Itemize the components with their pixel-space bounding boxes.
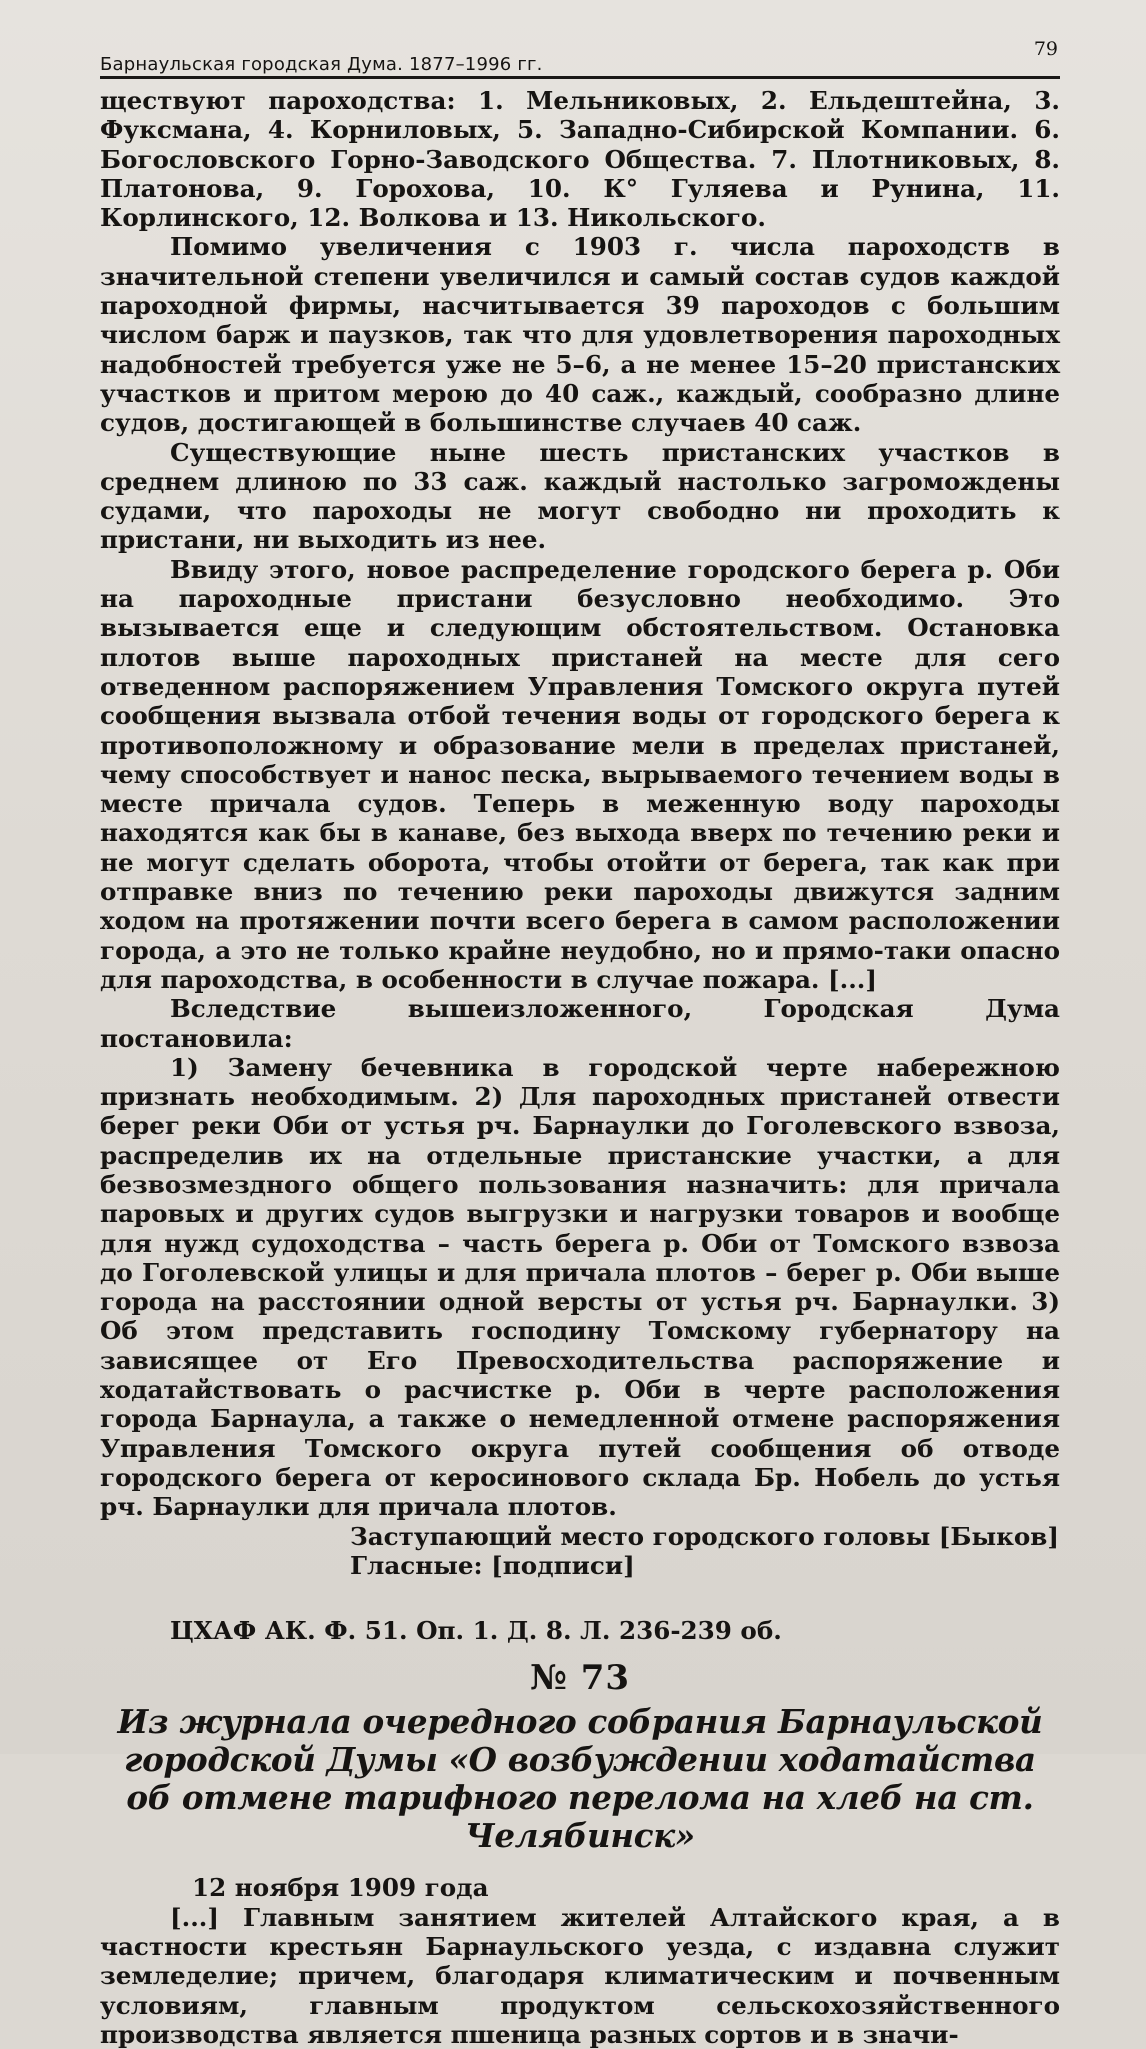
paragraph-5: Вследствие вышеизложенного, Городская Дума постановила: (100, 994, 1060, 1053)
signature-chair: Заступающий место городского головы [Быков] (350, 1521, 1059, 1551)
body-text (100, 86, 1060, 2049)
document-date: 12 ноября 1909 года (192, 1873, 489, 1903)
header-rule (100, 76, 1060, 79)
signature-members: Гласные: [подписи] (350, 1550, 635, 1580)
header-title: Барнаульская городская Дума. 1877–1996 гг. (100, 54, 543, 75)
paragraph-6: 1) Замену бечевника в городской черте набережною признать необходимым. 2) Для пароходных пристаней отвести берег реки Оби от устья рч. Барнаулки до Гоголевского взвоза, распределив их на отдельные пристанские участки, а для безвозмездного общего пользования назначить: для причала паровых и других судов выгрузки и нагрузки товаров и вообще для нужд судоходства – часть берега р. Оби от Томского взвоза до Гоголевской улицы и для причала плотов – берег р. Оби выше города на расстоянии одной версты от устья рч. Барнаулки. 3) Об этом представить господину Томскому губернатору на зависящее от Его Превосходительства распоряжение и ходатайствовать о расчистке р. Оби в черте расположения города Барнаула, а также о немедленной отмене распоряжения Управления Томского округа путей сообщения об отводе городского берега от керосинового склада Бр. Нобель до устья рч. Барнаулки для причала плотов. (100, 1052, 1060, 1522)
document-number: № 73 (529, 1658, 631, 1699)
document-title: Из журнала очередного собрания Барнаульской городской Думы «О возбуждении ходатайства об отмене тарифного перелома на хлеб на ст. Челябинск» (117, 1702, 1043, 1856)
document-text: [...] Главным занятием жителей Алтайского края, а в частности крестьян Барнаульского уезда, с издавна служит земледелие; причем, благодаря климатическим и почвенным условиям, главным продуктом сельскохозяйственного производства является пшеница разных сортов и в значи- (100, 1902, 1060, 2049)
archive-reference: ЦХАФ АК. Ф. 51. Оп. 1. Д. 8. Л. 236-239 об. (170, 1616, 782, 1646)
paragraph-2: Помимо увеличения с 1903 г. числа пароходств в значительной степени увеличился и самый состав судов каждой пароходной фирмы, насчитывается 39 пароходов с большим числом барж и паузков, так что для удовлетворения пароходных надобностей требуется уже не 5–6, а не менее 15–20 пристанских участков и притом мерою до 40 саж., каждый, сообразно длине судов, достигающей в большинстве случаев 40 саж. (100, 232, 1060, 438)
page-number: 79 (1033, 38, 1058, 60)
paragraph-1: ществуют пароходства: 1. Мельниковых, 2. Ельдештейна, 3. Фуксмана, 4. Корниловых, 5. Западно-Сибирской Компании. 6. Богословского Горно-Заводского Общества. 7. Плотниковых, 8. Платонова, 9. Горохова, 10. К° Гуляева и Рунина, 11. Корлинского, 12. Волкова и 13. Никольского. (100, 86, 1060, 233)
paragraph-3: Существующие ныне шесть пристанских участков в среднем длиною по 33 саж. каждый настолько загромождены судами, что пароходы не могут свободно ни проходить к пристани, ни выходить из нее. (100, 437, 1060, 555)
paragraph-4: Ввиду этого, новое распределение городского берега р. Оби на пароходные пристани безусловно необходимо. Это вызывается еще и следующим обстоятельством. Остановка плотов выше пароходных пристаней на месте для сего отведенном распоряжением Управления Томского округа путей сообщения вызвала отбой течения воды от городского берега к противоположному и образование мели в пределах пристаней, чему способствует и нанос песка, вырываемого течением воды в месте причала судов. Теперь в меженную воду пароходы находятся как бы в канаве, без выхода вверх по течению реки и не могут сделать оборота, чтобы отойти от берега, так как при отправке вниз по течению реки пароходы движутся задним ходом на протяжении почти всего берега в самом расположении города, а это не только крайне неудобно, но и прямо-таки опасно для пароходства, в особенности в случае пожара. [...] (100, 554, 1060, 994)
running-header (100, 38, 1060, 78)
